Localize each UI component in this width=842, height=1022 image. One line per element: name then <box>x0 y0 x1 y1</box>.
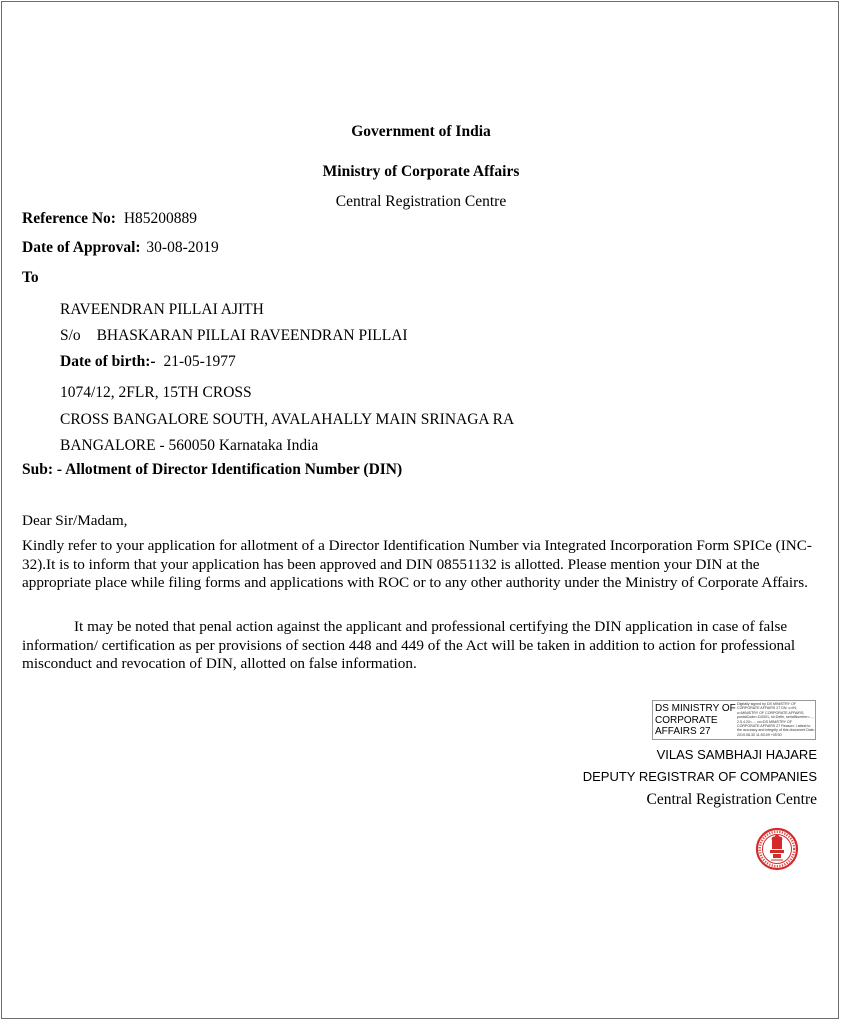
signature-stamp-text: DS MINISTRY OF CORPORATE AFFAIRS 27 <box>655 703 736 737</box>
to-label: To <box>22 269 39 286</box>
approval-value: 30-08-2019 <box>146 239 219 256</box>
salutation: Dear Sir/Madam, <box>22 512 128 529</box>
header-centre: Central Registration Centre <box>335 193 507 210</box>
ministry-seal-icon <box>751 827 803 871</box>
address-line-3: BANGALORE - 560050 Karnataka India <box>60 437 319 454</box>
approval-row <box>22 239 219 257</box>
header-ministry: Ministry of Corporate Affairs <box>322 163 520 180</box>
address-line-2: CROSS BANGALORE SOUTH, AVALAHALLY MAIN SRINAGA RA <box>60 411 515 428</box>
signatory-designation: DEPUTY REGISTRAR OF COMPANIES <box>582 769 817 784</box>
address-line-1: 1074/12, 2FLR, 15TH CROSS <box>60 384 252 401</box>
page-border <box>1 1 839 1019</box>
header-government: Government of India <box>351 123 491 140</box>
digital-signature-box <box>652 700 816 740</box>
signatory-office: Central Registration Centre <box>646 791 817 808</box>
father-name: BHASKARAN PILLAI RAVEENDRAN PILLAI <box>96 327 408 344</box>
paragraph-2: It may be noted that penal action against the applicant and professional certifying the DIN application in case of false information/ certification as per provisions of section 448 and 449 of the Act will be taken in addition to action for professional misconduct and revocation of DIN, allotted on false information. <box>22 618 796 672</box>
dob-value: 21-05-1977 <box>163 353 236 370</box>
addressee-name: RAVEENDRAN PILLAI AJITH <box>60 301 264 318</box>
approval-label: Date of Approval: <box>22 239 141 256</box>
dob-row <box>60 353 236 371</box>
signatory-name: VILAS SAMBHAJI HAJARE <box>656 747 817 762</box>
dob-label: Date of birth:- <box>60 353 156 370</box>
paragraph-1: Kindly refer to your application for allotment of a Director Identification Number via Integrated Incorporation Form SPICe (INC-32).It is to inform that your application has been approved and DIN 08551132 is allotted. Please mention your DIN at the appropriate place while filing forms and applications with ROC or to any other authority under the Ministry of Corporate Affairs. <box>22 537 812 591</box>
father-row <box>60 327 408 345</box>
signature-stamp-detail: Digitally signed by DS MINISTRY OF CORPORATE AFFAIRS 27 DN: c=IN, o=MINISTRY OF CORPORATE AFFAIRS, postalCode=110001, st=Delhi, serialNumber=..., 2.5.4.20=..., cn=DS MINISTRY OF CORPORATE AFFAIRS 27 Reason: I attest to the accuracy and integrity of this document Date: 2019.08.30 11:53:09 +05'30' <box>737 702 815 737</box>
reference-row <box>22 210 197 228</box>
reference-label: Reference No: <box>22 210 116 227</box>
subject-line: Sub: - Allotment of Director Identification Number (DIN) <box>22 461 403 478</box>
reference-value: H85200889 <box>123 210 198 227</box>
so-label: S/o <box>60 327 81 344</box>
